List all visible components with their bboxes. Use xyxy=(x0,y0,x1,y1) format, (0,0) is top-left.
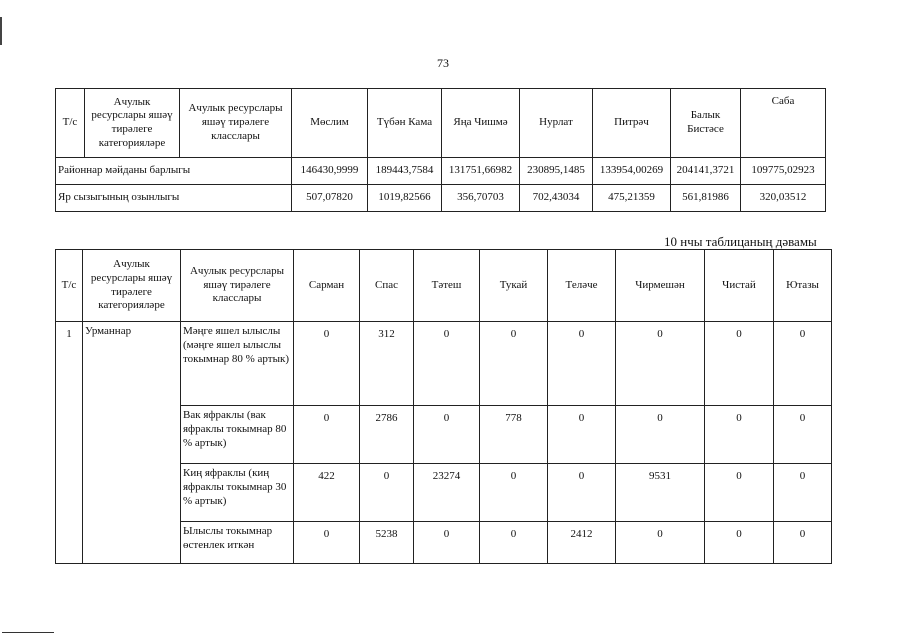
table-cell: 109775,02923 xyxy=(741,158,826,185)
table-cell: 0 xyxy=(774,464,832,522)
table-cell: 2412 xyxy=(548,522,616,564)
row-label: Яр сызыгының озынлыгы xyxy=(56,185,292,212)
header-district: Саба xyxy=(741,89,826,158)
table-cell: 0 xyxy=(548,464,616,522)
table-cell: 133954,00269 xyxy=(593,158,671,185)
table-cell: 0 xyxy=(616,406,705,464)
table-cell: 0 xyxy=(294,522,360,564)
header-district: Чирмешән xyxy=(616,250,705,322)
table-cell: 702,43034 xyxy=(520,185,593,212)
header-district: Питрәч xyxy=(593,89,671,158)
class-cell: Киң яфраклы (киң яфраклы токымнар 30 % артык) xyxy=(181,464,294,522)
table-cell: 0 xyxy=(414,522,480,564)
table-cell: 1019,82566 xyxy=(368,185,442,212)
table-cell: 0 xyxy=(480,464,548,522)
header-district: Түбән Кама xyxy=(368,89,442,158)
table-cell: 356,70703 xyxy=(442,185,520,212)
table-cell: 422 xyxy=(294,464,360,522)
row-label: Районнар мәйданы барлыгы xyxy=(56,158,292,185)
header-district: Чистай xyxy=(705,250,774,322)
table-cell: 0 xyxy=(294,322,360,406)
scan-edge-mark xyxy=(0,17,2,45)
table-cell: 0 xyxy=(705,522,774,564)
table-cell: 561,81986 xyxy=(671,185,741,212)
class-cell: Мәңге яшел ылыслы (мәңге яшел ылыслы токымнар 80 % артык) xyxy=(181,322,294,406)
page-number: 73 xyxy=(437,56,449,70)
table-cell: 0 xyxy=(548,322,616,406)
header-number: Т/с xyxy=(56,89,85,158)
header-category: Ачулык ресурслары яшәү тирәлеге категорияләре xyxy=(85,89,180,158)
table-forest-habitats xyxy=(55,249,832,564)
header-district: Спас xyxy=(360,250,414,322)
category-cell: Урманнар xyxy=(83,322,181,564)
table-cell: 146430,9999 xyxy=(292,158,368,185)
table-cell: 0 xyxy=(774,406,832,464)
table-row xyxy=(56,322,832,406)
header-district: Мөслим xyxy=(292,89,368,158)
header-class: Ачулык ресурслары яшәү тирәлеге класслары xyxy=(180,89,292,158)
table-cell: 0 xyxy=(480,322,548,406)
table-cell: 312 xyxy=(360,322,414,406)
table-cell: 475,21359 xyxy=(593,185,671,212)
table-cell: 9531 xyxy=(616,464,705,522)
table-cell: 2786 xyxy=(360,406,414,464)
row-number: 1 xyxy=(56,322,83,564)
table-cell: 189443,7584 xyxy=(368,158,442,185)
header-number: Т/с xyxy=(56,250,83,322)
table-cell: 0 xyxy=(774,522,832,564)
footnote-rule xyxy=(2,632,54,633)
table-cell: 0 xyxy=(548,406,616,464)
class-cell: Вак яфраклы (вак яфраклы токымнар 80 % артык) xyxy=(181,406,294,464)
table-cell: 131751,66982 xyxy=(442,158,520,185)
header-district: Теләче xyxy=(548,250,616,322)
table-cell: 230895,1485 xyxy=(520,158,593,185)
header-district: Балык Бистәсе xyxy=(671,89,741,158)
table-cell: 778 xyxy=(480,406,548,464)
header-class: Ачулык ресурслары яшәү тирәлеге класслары xyxy=(181,250,294,322)
table-districts-area xyxy=(55,88,826,212)
table-cell: 0 xyxy=(774,322,832,406)
table-cell: 0 xyxy=(294,406,360,464)
table-cell: 0 xyxy=(705,322,774,406)
table-cell: 0 xyxy=(414,322,480,406)
table-cell: 0 xyxy=(616,322,705,406)
table-cell: 0 xyxy=(360,464,414,522)
class-cell: Ылыслы токымнар өстенлек иткән xyxy=(181,522,294,564)
header-district: Тукай xyxy=(480,250,548,322)
table-continuation-caption: 10 нчы таблицаның дәвамы xyxy=(664,234,817,249)
table-cell: 0 xyxy=(616,522,705,564)
header-district: Сарман xyxy=(294,250,360,322)
table-cell: 320,03512 xyxy=(741,185,826,212)
table-cell: 0 xyxy=(480,522,548,564)
header-district: Ютазы xyxy=(774,250,832,322)
table-cell: 204141,3721 xyxy=(671,158,741,185)
header-district: Тәтеш xyxy=(414,250,480,322)
table-cell: 23274 xyxy=(414,464,480,522)
header-district: Яңа Чишмә xyxy=(442,89,520,158)
header-district: Нурлат xyxy=(520,89,593,158)
header-category: Ачулык ресурслары яшәү тирәлеге категорияләре xyxy=(83,250,181,322)
table-cell: 0 xyxy=(705,464,774,522)
table-cell: 0 xyxy=(414,406,480,464)
table-cell: 5238 xyxy=(360,522,414,564)
table-cell: 0 xyxy=(705,406,774,464)
table-cell: 507,07820 xyxy=(292,185,368,212)
table-row xyxy=(56,158,826,185)
table-row xyxy=(56,185,826,212)
